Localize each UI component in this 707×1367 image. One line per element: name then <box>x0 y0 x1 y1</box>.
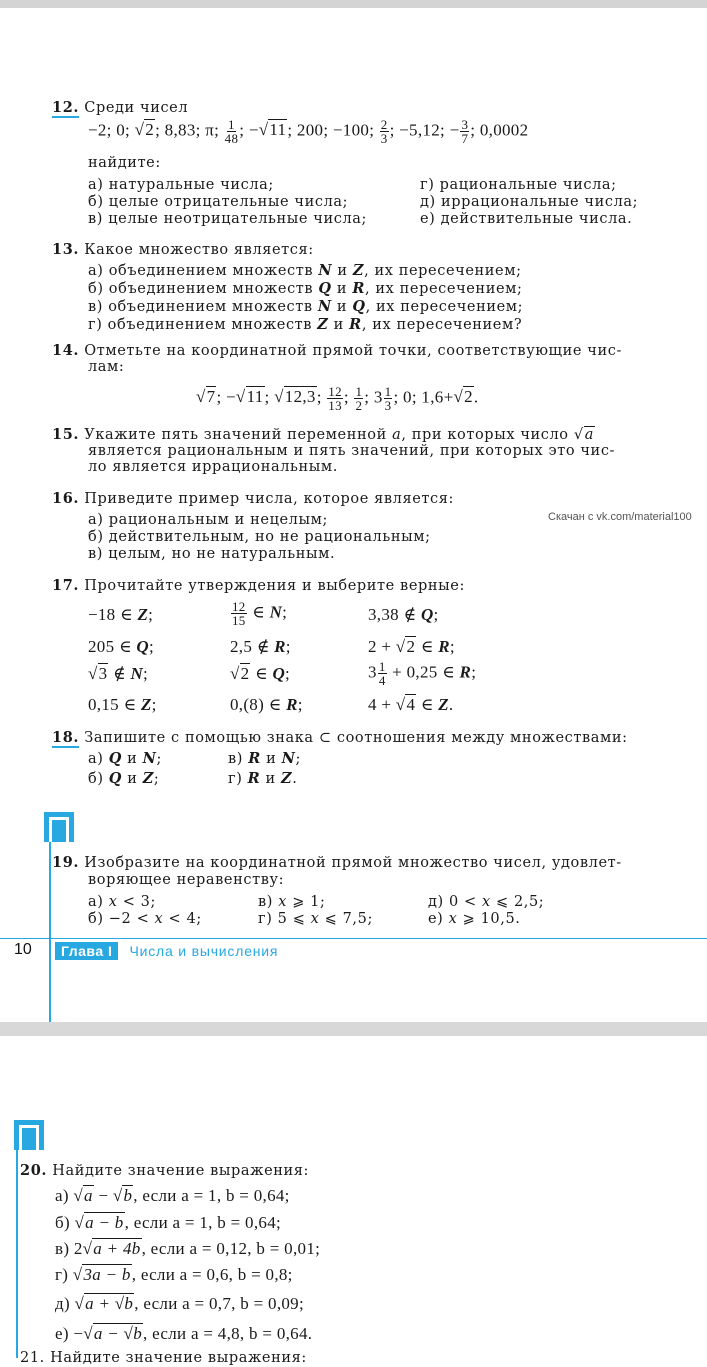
fraction <box>378 660 387 687</box>
set-symbol: Z <box>317 316 329 333</box>
denominator: 4 <box>378 673 386 688</box>
numerator: 1 <box>384 384 392 399</box>
problem-18-item <box>88 770 159 788</box>
number-text: ; <box>264 387 275 407</box>
list-item: д) иррациональные числа; <box>420 194 639 210</box>
set-symbol: Z <box>352 262 365 279</box>
item-label: а) <box>55 1186 74 1205</box>
statement <box>88 637 154 657</box>
denominator: 13 <box>328 398 342 413</box>
set-symbol: Q <box>108 750 122 767</box>
text: 3,38 ∉ <box>368 605 421 624</box>
number-text: ; −5,12; − <box>389 120 460 140</box>
page-divider <box>0 1022 707 1036</box>
set-symbol: N <box>130 664 144 683</box>
text: ; <box>148 605 154 624</box>
sqrt: √12,3 <box>274 387 316 407</box>
sqrt: √b <box>112 1186 133 1205</box>
problem-line: Изобразите на координатной прямой множество чисел, удовлет- <box>84 855 622 871</box>
text: ; <box>151 695 157 714</box>
text: ∈ <box>416 695 439 714</box>
set-symbol: R <box>438 637 450 656</box>
text: . <box>448 695 454 714</box>
text: 2 + <box>368 637 396 656</box>
text: ∈ <box>247 602 270 622</box>
text: г) объединением множеств <box>88 317 318 333</box>
text: д) 0 < <box>428 894 482 910</box>
variable: x <box>310 911 320 927</box>
chapter-title: Числа и вычисления <box>129 943 279 959</box>
problem-18-header <box>52 729 628 747</box>
sqrt: √11 <box>235 387 264 407</box>
problem-number: 14. <box>52 342 80 359</box>
text: и <box>121 751 143 767</box>
list-item: а) рациональным и нецелым; <box>88 512 329 528</box>
problem-prompt: Какое множество является: <box>84 242 314 258</box>
sqrt: √a <box>573 427 594 443</box>
section-vertical-line <box>49 842 51 1022</box>
problem-17-header <box>52 577 465 595</box>
condition: , если a = 1, b = 0,64; <box>133 1186 290 1205</box>
text: а) <box>88 751 109 767</box>
problem-prompt: Среди чисел <box>84 100 189 116</box>
chapter-badge: Глава I <box>55 942 118 960</box>
sqrt: √2 <box>134 120 155 140</box>
item-label: д) <box>55 1294 75 1313</box>
set-symbol: N <box>142 750 157 767</box>
number-text: ; 200; −100; <box>287 120 379 140</box>
set-symbol: Q <box>136 637 149 656</box>
text: , их пересечением; <box>364 281 523 297</box>
text: а) <box>88 894 109 910</box>
numerator: 1 <box>228 117 235 132</box>
text: и <box>260 751 282 767</box>
text: 205 ∈ <box>88 637 137 656</box>
variable: a <box>392 427 402 443</box>
fraction <box>327 385 343 412</box>
problem-12-find: найдите: <box>88 155 161 171</box>
problem-number: 15. <box>52 426 80 443</box>
list-item: а) натуральные числа; <box>88 177 274 193</box>
sqrt: √3 <box>88 664 108 683</box>
sqrt: √a − √b <box>83 1324 142 1343</box>
problem-19-item <box>428 894 544 911</box>
text: ; <box>285 664 291 683</box>
set-symbol: R <box>248 750 261 767</box>
problem-19-item <box>258 911 373 928</box>
text: ; <box>297 695 303 714</box>
sqrt: √3a − b <box>72 1265 131 1284</box>
chapter-header <box>55 941 278 960</box>
text: б) объединением множеств <box>88 281 319 297</box>
list-item <box>88 298 523 316</box>
problem-13-header <box>52 241 314 259</box>
radicand: 4 <box>406 695 416 714</box>
set-symbol: N <box>317 298 332 315</box>
text: 3 <box>368 662 377 682</box>
numerator: 3 <box>461 117 469 132</box>
item-label: е) − <box>55 1324 84 1343</box>
radicand: 2 <box>145 120 155 140</box>
set-symbol: Q <box>318 280 332 297</box>
set-symbol: Z <box>142 770 154 787</box>
denominator: 2 <box>355 398 363 413</box>
fraction <box>225 118 239 145</box>
expression-item <box>55 1239 320 1259</box>
statement <box>368 695 453 715</box>
list-item <box>88 316 523 334</box>
text: ⩽ 2,5; <box>490 894 545 910</box>
condition: , если a = 4,8, b = 0,64. <box>143 1324 313 1343</box>
text: и <box>328 317 350 333</box>
problem-prompt: Прочитайте утверждения и выберите верные: <box>84 578 465 594</box>
fraction <box>354 385 363 412</box>
text: ; <box>282 602 288 622</box>
text: б) −2 < <box>88 911 155 927</box>
top-divider <box>0 0 707 8</box>
number-text: ; − <box>239 120 259 140</box>
variable: x <box>448 911 458 927</box>
number-text: ; <box>316 387 327 407</box>
problem-14-line2: лам: <box>88 359 125 375</box>
problem-line: Отметьте на координатной прямой точки, соответствующие чис- <box>84 343 622 359</box>
text: , их пересечением? <box>361 317 523 333</box>
text: а) объединением множеств <box>88 263 319 279</box>
variable: x <box>108 894 118 910</box>
statement <box>88 605 153 625</box>
list-item: е) действительные числа. <box>420 211 633 227</box>
radicand: 2 <box>406 637 416 656</box>
radicand: a + √b <box>85 1294 134 1313</box>
number-text: −2; 0; <box>88 120 135 140</box>
statement <box>230 600 287 627</box>
denominator: 3 <box>380 131 388 146</box>
problem-number: 13. <box>52 241 80 258</box>
text: в) <box>228 751 249 767</box>
number-text: ; 8,83; π; <box>155 120 224 140</box>
text: + 0,25 ∈ <box>387 662 460 682</box>
page-number: 10 <box>14 941 32 958</box>
problem-12-numbers <box>88 118 528 145</box>
problem-12-left-list <box>88 177 367 228</box>
radicand: 2 <box>240 664 250 683</box>
text: и <box>331 299 353 315</box>
set-symbol: Z <box>438 695 449 714</box>
radicand: 3 <box>98 664 108 683</box>
text: . <box>292 771 298 787</box>
numerator: 12 <box>232 599 246 614</box>
text: и <box>332 263 353 279</box>
set-symbol: R <box>247 770 261 787</box>
set-symbol: Q <box>420 605 434 624</box>
number-text: ; − <box>216 387 236 407</box>
text: е) <box>428 911 449 927</box>
set-symbol: Q <box>272 664 286 683</box>
radicand: a − b <box>85 1213 124 1232</box>
set-symbol: R <box>274 637 286 656</box>
problem-13-list <box>88 262 523 334</box>
item-label: в) 2 <box>55 1239 83 1258</box>
statement <box>88 695 157 715</box>
text: б) <box>88 771 109 787</box>
radicand: a + 4b <box>93 1239 141 1258</box>
watermark: Скачан с vk.com/material100 <box>548 511 692 523</box>
problem-21-partial: 21. Найдите значение выражения: <box>20 1350 307 1366</box>
sqrt: √7 <box>196 387 216 407</box>
problem-16-list <box>88 512 431 563</box>
text: ⩾ 1; <box>287 894 326 910</box>
radicand: 3a − b <box>83 1265 131 1284</box>
problem-16-header <box>52 490 454 508</box>
text: ; <box>433 605 439 624</box>
problem-12-right-list <box>420 177 638 228</box>
problem-19-item <box>88 911 202 928</box>
text: −18 ∈ <box>88 605 138 624</box>
problem-number: 19. <box>52 854 80 871</box>
footer-rule <box>0 938 707 939</box>
text: и <box>331 281 353 297</box>
text: ; <box>471 662 477 682</box>
problem-number: 16. <box>52 490 80 507</box>
text: ∈ <box>250 664 273 683</box>
list-item <box>88 262 523 280</box>
numerator: 2 <box>380 117 388 132</box>
text: , их пересечением; <box>365 299 524 315</box>
problem-19-item <box>88 894 156 911</box>
sqrt: √2 <box>453 387 473 407</box>
item-label: б) <box>55 1213 75 1232</box>
set-symbol: N <box>269 602 283 622</box>
text: ⩽ 7,5; <box>319 911 373 927</box>
problem-prompt: Приведите пример числа, которое является: <box>84 491 454 507</box>
text: ∈ <box>416 637 439 656</box>
numerator: 12 <box>328 384 342 399</box>
expression-item <box>55 1294 304 1314</box>
set-symbol: R <box>349 316 362 333</box>
text: г) 5 ⩽ <box>258 911 311 927</box>
text: 0,15 ∈ <box>88 695 141 714</box>
number-text: ; 0,0002 <box>470 120 529 140</box>
radicand: 12,3 <box>284 387 316 407</box>
problem-number: 20. <box>20 1162 48 1179</box>
sqrt: √11 <box>258 120 287 140</box>
list-item: б) целые отрицательные числа; <box>88 194 349 210</box>
radicand: a − √b <box>93 1324 142 1343</box>
condition: , если a = 0,7, b = 0,09; <box>134 1294 305 1313</box>
number-text: ; <box>343 387 354 407</box>
fraction <box>380 118 389 145</box>
text: ∉ <box>108 664 131 683</box>
expression-item <box>55 1324 312 1344</box>
problem-19-item <box>428 911 521 928</box>
fraction <box>460 118 469 145</box>
sqrt: √4 <box>395 695 416 714</box>
text: 2,5 ∉ <box>230 637 275 656</box>
radicand: 11 <box>246 387 264 407</box>
operator: − <box>93 1186 113 1205</box>
text: ; <box>295 751 301 767</box>
problem-15-line2: является рациональным и пять значений, при которых это чис- <box>88 443 616 459</box>
radicand: 7 <box>206 387 216 407</box>
text: , при которых число <box>401 427 574 443</box>
item-label: г) <box>55 1265 73 1284</box>
denominator: 15 <box>232 613 246 628</box>
variable: x <box>482 894 491 910</box>
text: ; <box>156 751 162 767</box>
text: ; <box>148 637 154 656</box>
text: ; <box>449 637 455 656</box>
sqrt: √a + 4b <box>82 1239 141 1258</box>
text: ; <box>143 664 149 683</box>
text: ; <box>285 637 291 656</box>
problem-14-numbers <box>196 385 478 412</box>
problem-20-header <box>20 1162 309 1180</box>
statement <box>368 605 439 625</box>
set-symbol: R <box>459 662 472 682</box>
fraction <box>384 385 393 412</box>
problem-14-header <box>52 342 622 360</box>
fraction <box>231 600 247 627</box>
text: < 3; <box>117 894 156 910</box>
list-item <box>88 280 523 298</box>
number-text: . <box>473 387 479 407</box>
set-symbol: Z <box>137 605 149 624</box>
statement <box>230 695 303 715</box>
problem-19-item <box>258 894 326 911</box>
sqrt: √a − b <box>74 1213 124 1232</box>
text: , их пересечением; <box>364 263 522 279</box>
radicand: 2 <box>464 387 473 407</box>
problem-number: 17. <box>52 577 80 594</box>
text: г) <box>228 771 248 787</box>
section-vertical-line <box>16 1150 18 1358</box>
expression-item <box>55 1186 290 1206</box>
expression-item <box>55 1213 281 1233</box>
problem-18-item <box>228 770 297 788</box>
radicand: 11 <box>269 120 287 140</box>
text: в) объединением множеств <box>88 299 318 315</box>
problem-prompt: Запишите с помощью знака ⊂ соотношения между множествами: <box>84 730 628 746</box>
set-symbol: N <box>281 750 296 767</box>
section-marker-icon <box>44 812 74 842</box>
problem-prompt: Найдите значение выражения: <box>52 1163 310 1179</box>
set-symbol: Q <box>352 298 366 315</box>
number-text: ; 0; 1,6+ <box>393 387 454 407</box>
set-symbol: Z <box>140 695 152 714</box>
set-symbol: R <box>352 280 365 297</box>
text: Укажите пять значений переменной <box>84 427 393 443</box>
condition: , если a = 1, b = 0,64; <box>124 1213 282 1232</box>
list-item: в) целым, но не натуральным. <box>88 546 336 562</box>
set-symbol: N <box>318 262 333 279</box>
statement <box>368 660 476 687</box>
list-item: б) действительным, но не рациональным; <box>88 529 431 545</box>
statement <box>230 664 290 684</box>
sqrt: √2 <box>230 664 250 683</box>
expression-item <box>55 1265 293 1285</box>
radicand: a <box>84 1186 93 1205</box>
text: 0,(8) ∈ <box>230 695 287 714</box>
problem-12-header <box>52 99 188 117</box>
problem-15-line3: ло является иррациональным. <box>88 459 338 475</box>
condition: , если a = 0,6, b = 0,8; <box>131 1265 293 1284</box>
numerator: 1 <box>355 384 363 399</box>
set-symbol: R <box>286 695 298 714</box>
condition: , если a = 0,12, b = 0,01; <box>141 1239 321 1258</box>
statement <box>230 637 291 657</box>
text: и <box>260 771 282 787</box>
statement <box>88 664 148 684</box>
number-text: ; 3 <box>364 387 383 407</box>
variable: x <box>278 894 288 910</box>
problem-19-line2: воряющее неравенству: <box>88 872 285 888</box>
sqrt: √a + √b <box>74 1294 134 1313</box>
text: в) <box>258 894 279 910</box>
list-item: г) рациональные числа; <box>420 177 617 193</box>
numerator: 1 <box>378 659 386 674</box>
problem-19-header <box>52 854 622 872</box>
radicand: a <box>584 427 594 443</box>
denominator: 7 <box>461 131 469 146</box>
problem-18-item <box>88 750 162 768</box>
text: ; <box>153 771 160 787</box>
text: < 4; <box>163 911 202 927</box>
text: 4 + <box>368 695 396 714</box>
text: ⩾ 10,5. <box>457 911 521 927</box>
sqrt: √a <box>73 1186 93 1205</box>
statement <box>368 637 455 657</box>
set-symbol: Q <box>108 770 123 787</box>
variable: x <box>154 911 164 927</box>
radicand: b <box>123 1186 133 1205</box>
problem-15-line1 <box>52 426 595 444</box>
set-symbol: Z <box>281 770 293 787</box>
problem-18-item <box>228 750 301 768</box>
denominator: 3 <box>384 398 392 413</box>
denominator: 48 <box>224 131 239 146</box>
text: и <box>122 771 143 787</box>
problem-number: 12. <box>52 99 80 116</box>
section-marker-icon <box>14 1120 44 1150</box>
sqrt: √2 <box>395 637 416 656</box>
list-item: в) целые неотрицательные числа; <box>88 211 368 227</box>
problem-number: 18. <box>52 729 80 746</box>
